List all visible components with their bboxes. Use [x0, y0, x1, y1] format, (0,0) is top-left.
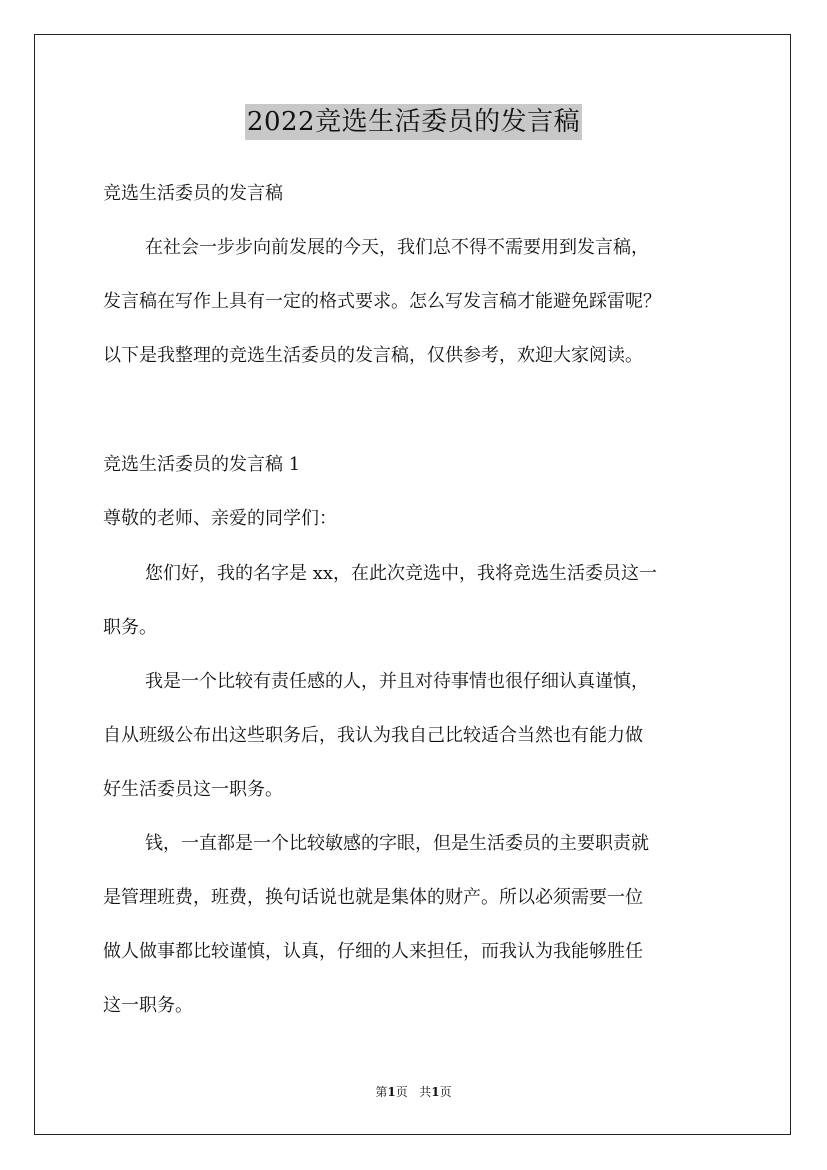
paragraph-line: 职务。	[103, 617, 157, 638]
section-heading: 竞选生活委员的发言稿 1	[103, 454, 301, 475]
paragraph-line: 做人做事都比较谨慎，认真，仔细的人来担任，而我认为我能够胜任	[103, 941, 643, 962]
paragraph-line: 是管理班费，班费，换句话说也就是集体的财产。所以必须需要一位	[103, 887, 643, 908]
paragraph-line: 在社会一步步向前发展的今天，我们总不得不需要用到发言稿，	[145, 237, 649, 258]
subtitle-line: 竞选生活委员的发言稿	[103, 183, 283, 204]
footer-page-suffix: 页	[395, 1085, 408, 1099]
title-container	[0, 104, 827, 140]
document-title: 2022竞选生活委员的发言稿	[245, 104, 582, 140]
footer-total-suffix: 页	[439, 1085, 452, 1099]
footer-total-prefix: 共	[419, 1085, 432, 1099]
paragraph-line: 以下是我整理的竞选生活委员的发言稿，仅供参考，欢迎大家阅读。	[103, 345, 643, 366]
footer-page-total: 1	[431, 1085, 440, 1099]
footer-page-current: 1	[387, 1085, 396, 1099]
paragraph-line: 自从班级公布出这些职务后，我认为我自己比较适合当然也有能力做	[103, 725, 643, 746]
paragraph-line: 这一职务。	[103, 995, 193, 1016]
paragraph-line: 您们好，我的名字是 xx，在此次竞选中，我将竞选生活委员这一	[145, 563, 658, 584]
salutation-line: 尊敬的老师、亲爱的同学们：	[103, 508, 337, 529]
footer-page-prefix: 第	[375, 1085, 388, 1099]
paragraph-line: 发言稿在写作上具有一定的格式要求。怎么写发言稿才能避免踩雷呢？	[103, 291, 661, 312]
paragraph-line: 钱，一直都是一个比较敏感的字眼，但是生活委员的主要职责就	[145, 833, 649, 854]
paragraph-line: 好生活委员这一职务。	[103, 779, 283, 800]
page-footer	[0, 1084, 827, 1100]
paragraph-line: 我是一个比较有责任感的人，并且对待事情也很仔细认真谨慎，	[145, 671, 649, 692]
